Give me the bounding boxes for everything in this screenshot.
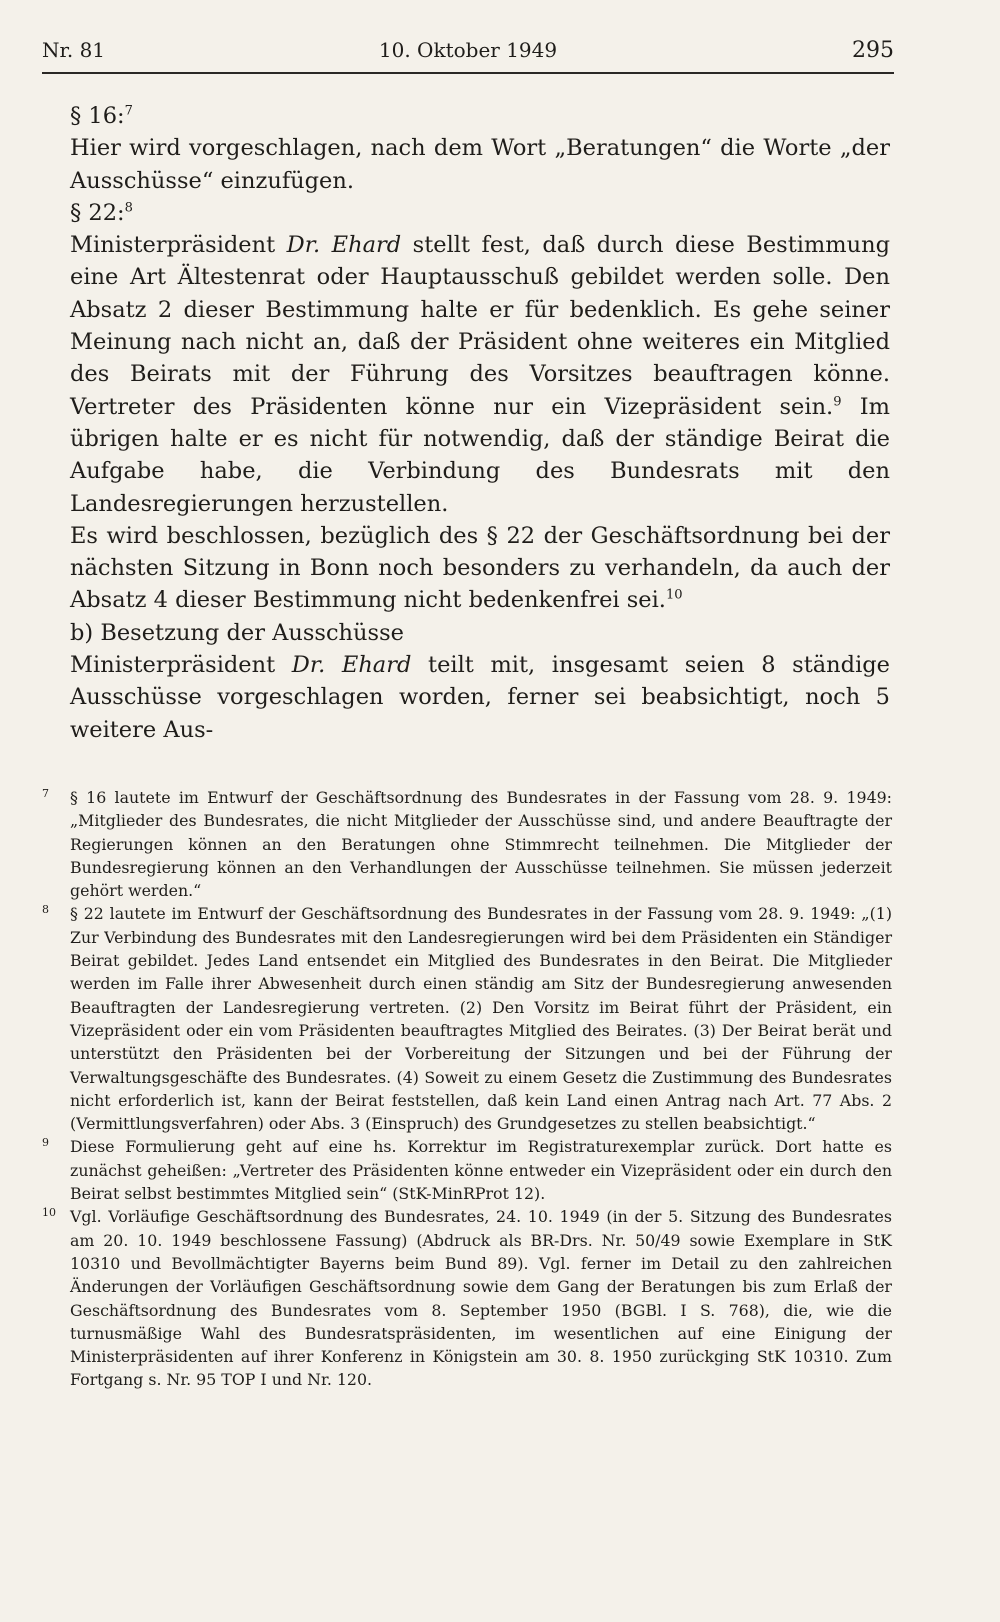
footnote-ref-9: 9 xyxy=(833,394,842,410)
footnotes xyxy=(42,786,892,1392)
footnote-ref-10: 10 xyxy=(665,587,683,603)
paragraph-section-16: Hier wird vorgeschlagen, nach dem Wort „Beratungen“ die Worte „der Ausschüsse“ einzufügen. xyxy=(70,135,890,194)
footnote-ref-7: 7 xyxy=(124,103,133,119)
footnote-9: 9 Diese Formulierung geht auf eine hs. Korrektur im Registraturexemplar zurück. Dort hatte es zunächst geheißen: „Vertreter des Präsidenten könne entweder ein Vizepräsident oder ein durch den Beirat selbst bestimmtes Mitglied sein“ (StK-MinRProt 12). xyxy=(42,1135,892,1205)
footnote-mark: 7 xyxy=(42,787,49,800)
main-text xyxy=(70,100,890,746)
document-number: Nr. 81 xyxy=(42,38,106,62)
person-name: Dr. Ehard xyxy=(291,652,412,679)
footnote-mark: 9 xyxy=(42,1136,49,1150)
page-number: 295 xyxy=(852,38,894,63)
footnote-mark: 8 xyxy=(42,903,49,917)
footnote-mark: 10 xyxy=(42,1206,56,1220)
section-22-heading: § 22:$^8$ xyxy=(70,199,133,226)
footnote-7: 7 § 16 lautete im Entwurf der Geschäftsordnung des Bundesrates in der Fassung vom 28. 9. 1949: „Mitglieder des Bundesrates, die nicht Mitglieder der Ausschüsse sind, und andere Beauftragte der Regierungen können an den Beratungen ohne Stimmrecht teilnehmen. Die Mitglieder der Bundesregierung können an den Verhandlungen der Ausschüsse teilnehmen. Sie müssen jederzeit gehört werden.“ xyxy=(42,786,892,902)
footnote-8: 8 § 22 lautete im Entwurf der Geschäftsordnung des Bundesrates in der Fassung vom 28. 9. 1949: „(1) Zur Verbindung des Bundesrates mit den Landesregierungen wird bei dem Präsidenten ein Ständiger Beirat gebildet. Jedes Land entsendet ein Mitglied des Bundesrates in den Beirat. Die Mitglieder werden im Falle ihrer Abwesenheit durch einen ständig am Sitz der Bundesregierung anwesenden Beauftragten der Landesregierung vertreten. (2) Den Vorsitz im Beirat führt der Präsident, ein Vizepräsident oder ein vom Präsidenten beauftragtes Mitglied des Beirates. (3) Der Beirat berät und unterstützt den Präsidenten bei der Vorbereitung der Sitzungen und bei der Führung der Verwaltungsgeschäfte des Bundesrates. (4) Soweit zu einem Gesetz die Zustimmung des Bundesrates nicht erforderlich ist, kann der Beirat feststellen, daß kein Land einen Antrag nach Art. 77 Abs. 2 (Vermittlungsverfahren) oder Abs. 3 (Einspruch) des Grundgesetzes zu stellen beabsichtigt.“ xyxy=(42,902,892,1135)
section-16-heading: § 16:$^7$ xyxy=(70,103,133,129)
paragraph-resolution: Es wird beschlossen, bezüglich des § 22 der Geschäftsordnung bei der nächsten Sitzung in Bonn noch besonders zu verhandeln, da auch der Absatz 4 dieser Bestimmung nicht bedenkenfrei sei.$^{10}$ xyxy=(70,522,890,614)
footnote-ref-8: 8 xyxy=(124,200,133,216)
header-date: 10. Oktober 1949 xyxy=(378,38,558,62)
person-name: Dr. Ehard xyxy=(286,232,402,259)
subheading-ausschuesse: b) Besetzung der Ausschüsse xyxy=(70,619,404,646)
paragraph-ehard-statement: Ministerpräsident Dr. Ehard stellt fest, daß durch diese Bestimmung eine Art Ältestenrat oder Hauptausschuß gebildet werden solle. Den Absatz 2 dieser Bestimmung halte er für bedenklich. Es gehe seiner Meinung nach nicht an, daß der Präsident ohne weiteres ein Mitglied des Beirats mit der Führung des Vorsitzes beauftragen könne. Vertreter des Präsidenten könne nur ein Vizepräsident sein.$^9$ Im übrigen halte er es nicht für notwendig, daß der ständige Beirat die Aufgabe habe, die Verbindung des Bundesrats mit den Landesregierungen herzustellen. xyxy=(70,232,890,517)
page-header xyxy=(42,38,894,74)
paragraph-ausschuesse: Ministerpräsident Dr. Ehard teilt mit, insgesamt seien 8 ständige Ausschüsse vorgeschlagen worden, ferner sei beabsichtigt, noch 5 weitere Aus- xyxy=(70,652,890,743)
footnote-10: 10 Vgl. Vorläufige Geschäftsordnung des Bundesrates, 24. 10. 1949 (in der 5. Sitzung des Bundesrates am 20. 10. 1949 beschlossene Fassung) (Abdruck als BR-Drs. Nr. 50/49 sowie Exemplare in StK 10310 und Bevollmächtigter Bayerns beim Bund 89). Vgl. ferner im Detail zu den zahlreichen Änderungen der Vorläufigen Geschäftsordnung sowie dem Gang der Beratungen bis zum Erlaß der Geschäftsordnung des Bundesrates vom 8. September 1950 (BGBl. I S. 768), die, wie die turnusmäßige Wahl des Bundesratspräsidenten, im wesentlichen auf eine Einigung der Ministerpräsidenten auf ihrer Konferenz in Königstein am 30. 8. 1950 zurückging StK 10310. Zum Fortgang s. Nr. 95 TOP I und Nr. 120. xyxy=(42,1205,892,1391)
